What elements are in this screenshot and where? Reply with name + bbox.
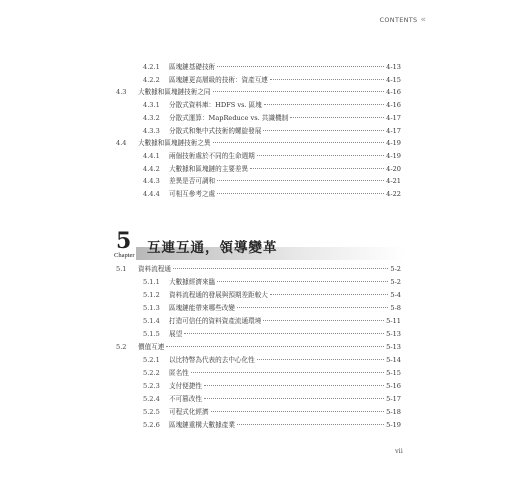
toc-entry-title: 兩個技術處於不同的生命週期 (169, 151, 255, 160)
toc-entry-page: 4-15 (386, 75, 401, 84)
chapter-word: Chapter (114, 252, 135, 259)
toc-entry-number: 5.2.2 (143, 369, 160, 377)
toc-entry (143, 382, 401, 391)
toc-entry (143, 395, 401, 404)
toc-entry-title: 大數據經濟來臨 (169, 278, 216, 286)
toc-entry-number: 5.2.1 (143, 356, 160, 364)
toc-entry (143, 278, 401, 287)
toc-entry-page: 4-19 (386, 151, 401, 160)
toc-entry-number: 5.2 (116, 343, 127, 351)
toc-entry-number: 4.3 (116, 88, 127, 97)
toc-entry-page: 4-17 (386, 126, 401, 135)
toc-entry (143, 101, 401, 110)
toc-entry-title: 區塊鏈更高層級的技術：資產互連 (169, 75, 268, 84)
toc-entry-title: 可程式化經濟 (169, 408, 209, 416)
dot-leader (257, 359, 384, 360)
toc-entry (143, 127, 401, 136)
toc-entry-number: 4.3.3 (143, 126, 160, 135)
toc-entry-page: 5-13 (386, 343, 401, 351)
dot-leader (270, 79, 384, 80)
toc-entry (116, 139, 401, 148)
dot-leader (217, 193, 384, 194)
toc-entry (143, 152, 401, 161)
chapter-header (114, 228, 406, 262)
dot-leader (213, 142, 385, 143)
toc-entry (143, 114, 401, 123)
toc-entry-title: 大數據和區塊鏈技術之異 (138, 139, 211, 148)
toc-entry-page: 5-15 (386, 369, 401, 377)
toc-entry-title: 打造可信任的資料資產流通環境 (169, 317, 262, 325)
toc-entry-number: 4.4 (116, 139, 127, 148)
toc-entry-page: 5-2 (390, 278, 401, 286)
toc-entry (143, 356, 401, 365)
dot-leader (250, 168, 384, 169)
toc-entry-number: 5.2.6 (143, 421, 160, 429)
toc-entry-page: 5-17 (386, 395, 401, 403)
toc-entry-title: 可相互參考之處 (169, 190, 216, 198)
toc-entry (143, 76, 401, 85)
dot-leader (166, 346, 384, 347)
dot-leader (204, 398, 384, 399)
toc-entry (116, 343, 401, 352)
toc-entry-title: 差異是否可調和 (169, 177, 216, 186)
toc-entry (143, 369, 401, 378)
toc-entry-number: 5.2.5 (143, 408, 160, 416)
toc-entry-number: 5.2.3 (143, 382, 160, 390)
toc-entry-title: 資料流程通的發展與預期差距較大 (169, 291, 268, 299)
toc-entry (143, 317, 401, 326)
toc-entry-title: 分散式資料庫：HDFS vs. 區塊 (169, 101, 262, 110)
toc-entry-title: 分散式和集中式技術的螺旋發展 (169, 126, 262, 135)
toc-entry-page: 5-13 (386, 330, 401, 338)
toc-entry-number: 5.2.4 (143, 395, 160, 403)
toc-entry-number: 5.1.4 (143, 317, 160, 325)
toc-entry (116, 88, 401, 97)
toc-entry-number: 4.3.2 (143, 113, 160, 122)
page-number: vii (395, 447, 403, 455)
dot-leader (290, 117, 384, 118)
toc-entry-title: 資料流程通 (138, 265, 171, 273)
dot-leader (263, 320, 384, 321)
toc-entry-number: 4.2.1 (143, 63, 160, 71)
toc-entry (143, 408, 401, 417)
running-header (380, 15, 424, 25)
toc-entry-number: 5.1.1 (143, 278, 160, 286)
dot-leader (237, 307, 388, 308)
dot-leader (173, 268, 388, 269)
toc-entry-page: 5-11 (386, 317, 401, 325)
toc-entry-number: 4.4.1 (143, 151, 160, 160)
chapter-title: 互連互通，領導變革 (147, 240, 278, 256)
toc-entry-title: 不可篡改性 (169, 395, 202, 403)
double-chevron-left-icon: « (420, 15, 424, 25)
dot-leader (204, 385, 384, 386)
toc-entry (143, 421, 401, 430)
toc-entry-title: 區塊鏈能帶來哪些改變 (169, 304, 235, 312)
toc-entry-page: 4-20 (386, 164, 401, 173)
toc-entry-number: 4.4.4 (143, 190, 160, 198)
dot-leader (264, 104, 384, 105)
toc-entry-number: 4.4.2 (143, 164, 160, 173)
toc-entry-page: 4-16 (386, 88, 401, 97)
toc-entry (143, 165, 401, 174)
toc-entry-title: 以比特幣為代表的去中心化性 (169, 356, 255, 364)
dot-leader (237, 424, 384, 425)
toc-entry (143, 190, 401, 199)
toc-entry (143, 304, 401, 313)
toc-entry-number: 5.1.3 (143, 304, 160, 312)
toc-entry-title: 大數據和區塊鏈的主要差異 (169, 164, 249, 173)
toc-entry-number: 4.4.3 (143, 177, 160, 186)
toc-entry-page: 5-4 (390, 291, 401, 299)
toc-entry-title: 支付便捷性 (169, 382, 202, 390)
dot-leader (257, 155, 384, 156)
toc-entry-title: 匿名性 (169, 369, 189, 377)
toc-entry-page: 4-16 (386, 101, 401, 110)
toc-entry-page: 5-8 (390, 304, 401, 312)
toc-entry (143, 63, 401, 72)
toc-entry-title: 分散式運算：MapReduce vs. 共識機制 (169, 113, 289, 122)
toc-entry (143, 330, 401, 339)
toc-entry-title: 大數據和區塊鏈技術之同 (138, 88, 211, 97)
toc-entry-page: 5-18 (386, 408, 401, 416)
dot-leader (217, 66, 384, 67)
toc-entry-page: 4-19 (386, 139, 401, 148)
dot-leader (217, 281, 388, 282)
dot-leader (191, 372, 384, 373)
dot-leader (211, 411, 385, 412)
toc-entry-number: 4.3.1 (143, 101, 160, 110)
dot-leader (213, 91, 385, 92)
chapter-number: 5 (116, 228, 132, 254)
toc-entry-page: 4-13 (386, 63, 401, 71)
dot-leader (270, 294, 388, 295)
dot-leader (263, 130, 384, 131)
toc-entry (116, 265, 401, 274)
toc-entry-number: 4.2.2 (143, 75, 160, 84)
toc-entry (143, 291, 401, 300)
toc-entry-page: 4-17 (386, 113, 401, 122)
dot-leader (217, 180, 384, 181)
toc-entry-page: 5-19 (386, 421, 401, 429)
toc-entry-number: 5.1.2 (143, 291, 160, 299)
toc-entry-number: 5.1 (116, 265, 127, 273)
toc-entry-title: 區塊鏈基礎技術 (169, 63, 216, 71)
toc-entry-page: 5-14 (386, 356, 401, 364)
toc-entry-title: 展望 (169, 330, 183, 338)
toc-entry (143, 177, 401, 186)
toc-entry-title: 區塊鏈重構大數據產業 (169, 421, 235, 429)
toc-entry-page: 5-2 (390, 265, 401, 273)
toc-entry-title: 價值互連 (138, 343, 165, 351)
toc-entry-page: 4-21 (386, 177, 401, 186)
toc-entry-page: 5-16 (386, 382, 401, 390)
toc-entry-number: 5.1.5 (143, 330, 160, 338)
dot-leader (184, 333, 384, 334)
toc-entry-page: 4-22 (386, 190, 401, 198)
header-label: CONTENTS (379, 16, 418, 24)
